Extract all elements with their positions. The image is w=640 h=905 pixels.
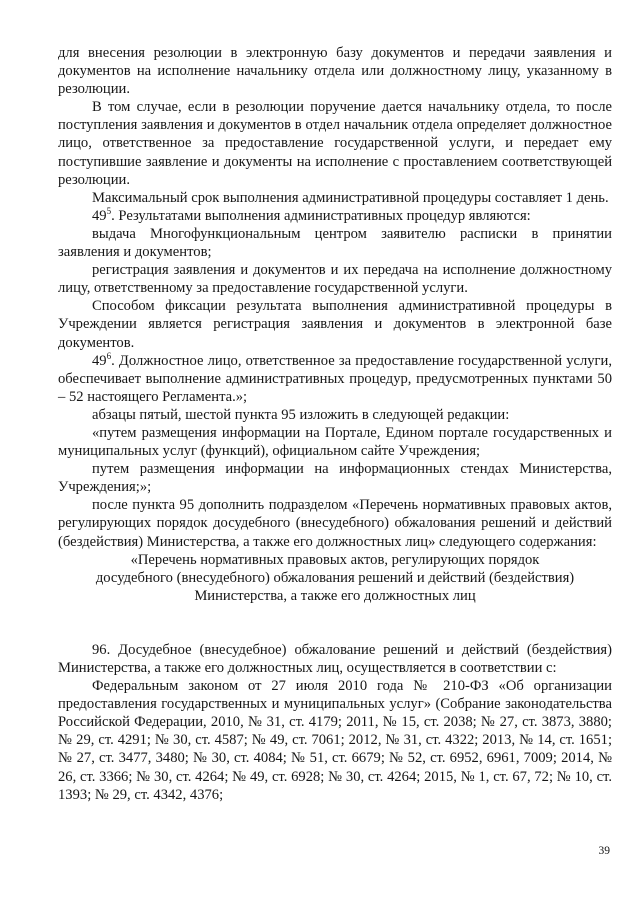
paragraph [58,261,612,297]
heading-line-3: Министерства, а также его должностных лиц [194,587,476,604]
paragraph-text: после пункта 95 дополнить подразделом «Перечень нормативных правовых актов, регулирующих порядок досудебного (внесудебного) обжалования решений и действий (бездействия) Министерства, а также его должностных лиц» следующего содержания: [58,497,612,550]
paragraph [58,677,612,804]
paragraph [58,406,612,424]
paragraph-text: В том случае, если в резолюции поручение дается начальнику отдела, то после поступления заявления и документов в отдел начальник отдела определяет должностное лицо, ответственное за предоставление государственной услуги, и передает ему поступившие заявление и документы на исполнение с проставлением соответствующей резолюции. [58,99,612,188]
paragraph [58,98,612,188]
clause-number: 49 [92,352,107,369]
paragraph [58,352,612,406]
paragraph-text: для внесения резолюции в электронную базу документов и передачи заявления и документов на исполнение начальнику отдела или должностному лицу, указанному в резолюции. [58,45,612,98]
paragraph-text: Максимальный срок выполнения административной процедуры составляет 1 день. [92,189,609,206]
subsection-heading [58,551,612,605]
paragraph-text: . Результатами выполнения административных процедур являются: [111,207,531,224]
paragraph [58,424,612,460]
paragraph [58,460,612,496]
body-text-before-heading [58,44,612,551]
paragraph-text: Федеральным законом от 27 июля 2010 года № 210-ФЗ «Об организации предоставления государственных и муниципальных услуг» (Собрание законодательства Российской Федерации, 2010, № 31, ст. 4179; 2011, № 15, ст. 2038; № 27, ст. 3873, 3880; № 29, ст. 4291; № 30, ст. 4587; № 49, ст. 7061; 2012, № 31, ст. 4322; 2013, № 14, ст. 1651; № 27, ст. 3477, 3480; № 30, ст. 4084; № 51, ст. 6679; № 52, ст. 6952, 6961, 7009; 2014, № 26, ст. 3366; № 30, ст. 4264; № 49, ст. 6928; № 30, ст. 4264; 2015, № 1, ст. 67, 72; № 10, ст. 1393; № 29, ст. 4342, 4376; [58,678,612,803]
clause-number: 49 [92,207,107,224]
paragraph-text: выдача Многофункциональным центром заявителю расписки в принятии заявления и документов; [58,225,612,261]
paragraph-text: путем размещения информации на информационных стендах Министерства, Учреждения;»; [58,461,612,496]
paragraph [58,297,612,351]
document-page [58,44,612,804]
paragraph [58,189,612,207]
paragraph [58,44,612,98]
paragraph-text: Способом фиксации результата выполнения административной процедуры в Учреждении является регистрация заявления и документов в электронной базе документов. [58,298,612,351]
heading-line-1: «Перечень нормативных правовых актов, регулирующих порядок [130,551,540,568]
clause-superscript: 6 [106,350,112,361]
body-text-after-heading [58,641,612,804]
paragraph-text: абзацы пятый, шестой пункта 95 изложить в следующей редакции: [92,406,510,423]
paragraph-text: . Должностное лицо, ответственное за предоставление государственной услуги, обеспечивает выполнение административных процедур, предусмотренных пунктами 50 – 52 настоящего Регламента.»; [58,352,612,405]
paragraph-text: 96. Досудебное (внесудебное) обжалование решений и действий (бездействия) Министерства, а также его должностных лиц, осуществляется в соответствии с: [58,641,612,676]
page-number: 39 [598,845,610,857]
paragraph [58,641,612,677]
paragraph [58,496,612,550]
paragraph-text: регистрация заявления и документов и их передача на исполнение должностному лицу, ответственному за предоставление государственной услуги. [58,262,612,297]
heading-line-2: досудебного (внесудебного) обжалования решений и действий (бездействия) [95,569,575,586]
paragraph [58,207,612,225]
paragraph-text: «путем размещения информации на Портале, Едином портале государственных и муниципальных услуг (функций), официальном сайте Учреждения; [58,424,612,460]
clause-superscript: 5 [106,205,112,216]
paragraph [58,225,612,261]
